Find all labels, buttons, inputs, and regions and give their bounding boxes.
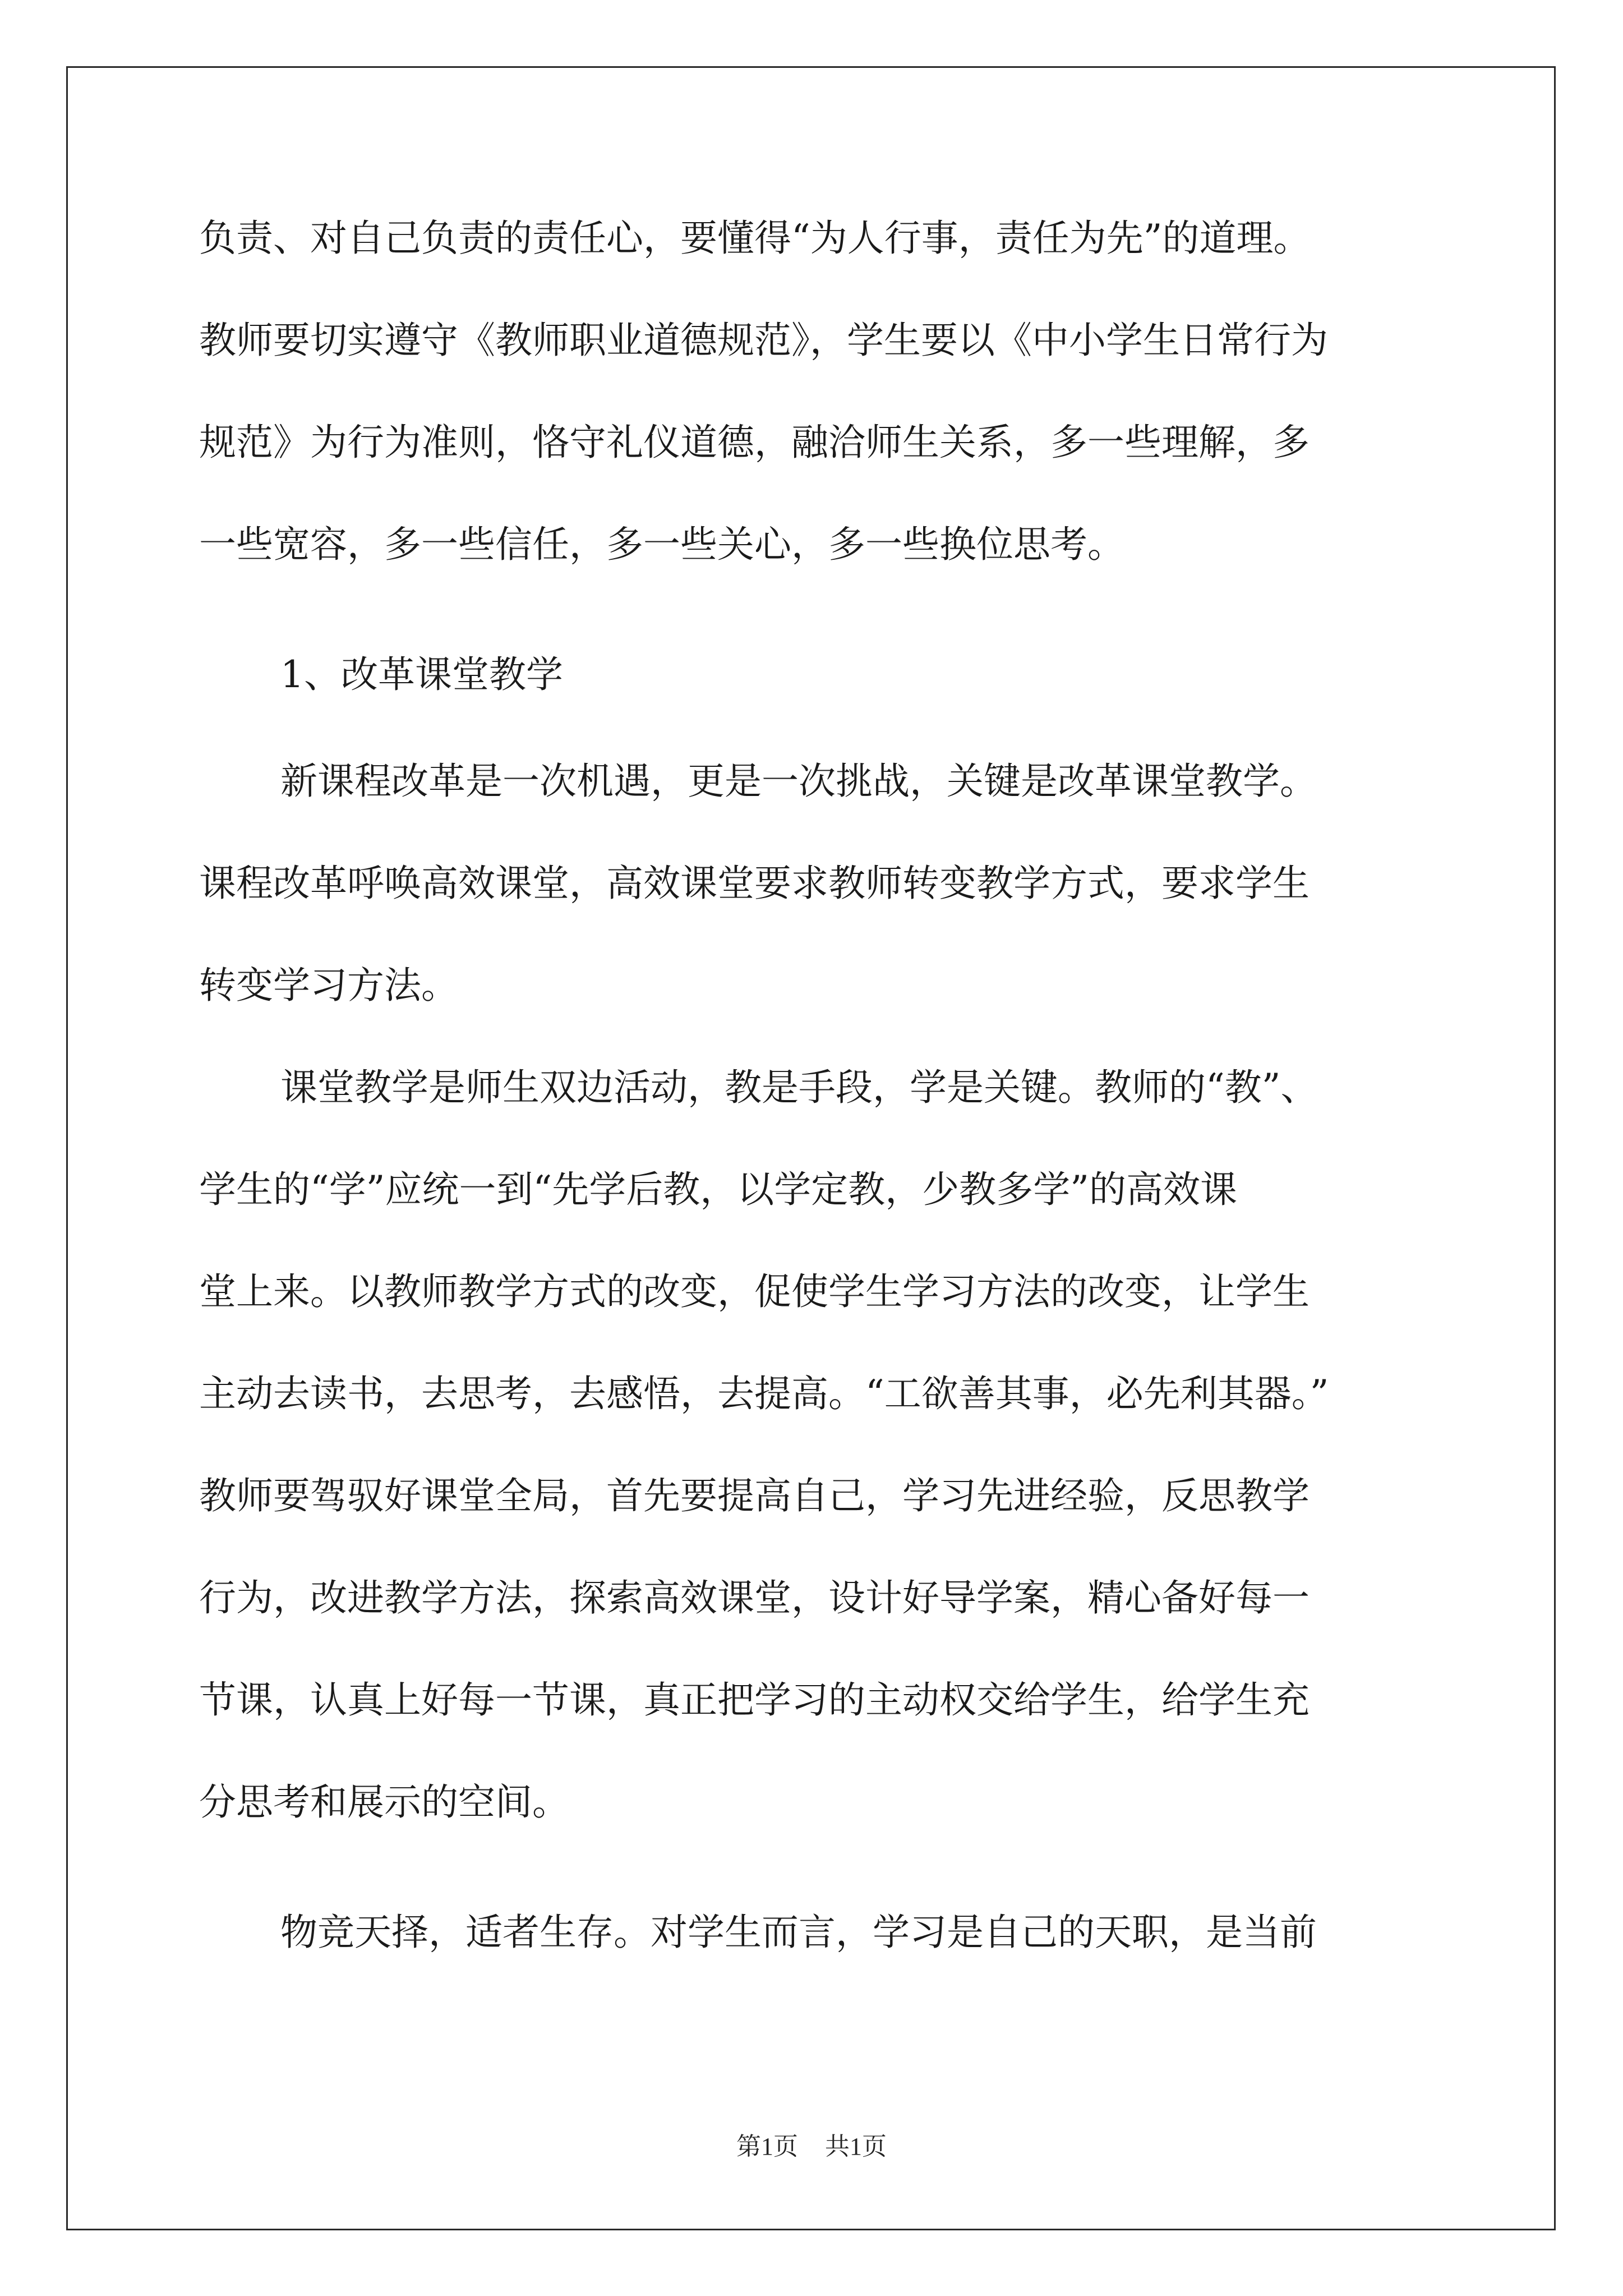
- page-number: 第1页: [736, 2133, 798, 2160]
- text-line: 行为，改进教学方法，探索高效课堂，设计好导学案，精心备好每一: [199, 1576, 1310, 1619]
- text-line: 物竞天择，适者生存。对学生而言，学习是自己的天职，是当前: [280, 1911, 1317, 1954]
- text-line: 一些宽容，多一些信任，多一些关心，多一些换位思考。: [199, 523, 1124, 566]
- text-line: 学生的“学”应统一到“先学后教，以学定教，少教多学”的高效课: [199, 1168, 1237, 1211]
- text-line: 主动去读书，去思考，去感悟，去提高。“工欲善其事，必先利其器。”: [199, 1372, 1329, 1415]
- page-footer: [0, 2126, 1623, 2162]
- text-line: 节课，认真上好每一节课，真正把学习的主动权交给学生，给学生充: [199, 1678, 1310, 1722]
- text-line: 堂上来。以教师教学方式的改变，促使学生学习方法的改变，让学生: [199, 1270, 1310, 1313]
- text-line: 新课程改革是一次机遇，更是一次挑战，关键是改革课堂教学。: [280, 760, 1317, 803]
- text-line: 课堂教学是师生双边活动，教是手段，学是关键。教师的“教”、: [280, 1066, 1318, 1109]
- text-line: 分思考和展示的空间。: [199, 1780, 569, 1824]
- page-total: 共1页: [825, 2133, 887, 2160]
- text-line: 规范》为行为准则，恪守礼仪道德，融洽师生关系，多一些理解，多: [199, 421, 1310, 464]
- text-line: 课程改革呼唤高效课堂，高效课堂要求教师转变教学方式，要求学生: [199, 862, 1310, 905]
- section-heading: 1、改革课堂教学: [280, 653, 563, 696]
- text-line: 教师要切实遵守《教师职业道德规范》，学生要以《中小学生日常行为: [199, 319, 1328, 362]
- text-line: 负责、对自己负责的责任心，要懂得“为人行事，责任为先”的道理。: [199, 217, 1311, 260]
- text-line: 转变学习方法。: [199, 964, 458, 1007]
- text-line: 教师要驾驭好课堂全局，首先要提高自己，学习先进经验，反思教学: [199, 1474, 1310, 1517]
